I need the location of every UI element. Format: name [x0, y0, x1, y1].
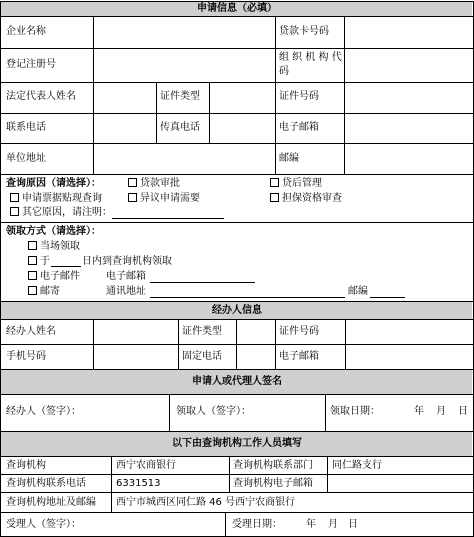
id-type-label: 证件类型 [160, 91, 200, 102]
institution-phone-value: 6331513 [116, 478, 161, 489]
receive-date-label: 领取日期： [330, 406, 380, 417]
reason-dispute[interactable]: 异议申请需要 [128, 193, 200, 205]
dept-label: 查询机构联系部门 [233, 460, 313, 471]
legal-rep-name-label: 法定代表人姓名 [6, 91, 76, 102]
id-number-label: 证件号码 [279, 91, 319, 102]
fax-field[interactable] [210, 114, 274, 143]
address-label: 单位地址 [6, 153, 46, 164]
accept-date-label: 受理日期： [232, 519, 282, 530]
institution-address-label: 查询机构地址及邮编 [6, 497, 96, 508]
institution-email-label: 查询机构电子邮箱 [233, 478, 313, 489]
email-field[interactable] [345, 114, 472, 143]
collect-within-days[interactable]: 于 [28, 256, 50, 268]
checkbox-icon [28, 256, 37, 265]
agent-name-label: 经办人姓名 [6, 326, 56, 337]
agent-mobile-label: 手机号码 [6, 351, 46, 362]
org-code-label-line2: 码 [279, 66, 289, 77]
agent-landline-field[interactable] [237, 345, 274, 369]
query-reason-label: 查询原因（请选择）： [6, 178, 101, 189]
receiver-signature-field[interactable] [262, 395, 324, 431]
checkbox-icon [128, 178, 137, 187]
reason-bill-discount[interactable]: 申请票据贴现查询 [10, 193, 102, 205]
checkbox-icon [10, 207, 19, 216]
org-code-field[interactable] [345, 49, 472, 82]
receive-date-day: 日 [458, 406, 468, 417]
institution-address-value: 西宁市城西区同仁路 46 号西宁农商银行 [116, 497, 296, 508]
within-days-suffix: 日内到查询机构领取 [82, 256, 172, 267]
collect-email-underline[interactable] [150, 282, 255, 283]
collection-method-label: 领取方式（请选择）： [6, 226, 101, 237]
id-number-field[interactable] [345, 83, 472, 113]
receive-date-year: 年 [414, 406, 424, 417]
id-type-field[interactable] [210, 83, 274, 113]
mail-postcode-label: 邮编 [348, 286, 368, 297]
agent-name-field[interactable] [94, 320, 177, 344]
days-underline[interactable] [51, 266, 81, 267]
signature-section-title: 申请人或代理人签名 [192, 376, 282, 387]
checkbox-icon [28, 241, 37, 250]
agent-mobile-field[interactable] [94, 345, 177, 369]
mail-postcode-underline[interactable] [370, 297, 405, 298]
agent-id-type-label: 证件类型 [182, 326, 222, 337]
institution-value: 西宁农商银行 [116, 460, 176, 471]
registration-number-field[interactable] [94, 49, 274, 82]
checkbox-icon [28, 286, 37, 295]
collect-mail[interactable]: 邮寄 [28, 286, 60, 298]
checkbox-icon [28, 271, 37, 280]
receive-date-month: 月 [436, 406, 446, 417]
agent-id-number-field[interactable] [346, 320, 472, 344]
accept-date-year: 年 [306, 519, 316, 530]
receiver-signature-label: 领取人（签字）： [176, 406, 251, 417]
reason-other-underline[interactable] [112, 218, 224, 219]
accept-date-day: 日 [348, 519, 358, 530]
legal-rep-name-field[interactable] [94, 83, 155, 113]
agent-email-label: 电子邮箱 [279, 351, 319, 362]
accept-date-month: 月 [328, 519, 338, 530]
org-code-label-line1: 组 织 机 构 代 [279, 52, 342, 63]
checkbox-icon [270, 178, 279, 187]
collect-email-field-label: 电子邮箱 [106, 271, 146, 282]
loan-card-number-label: 贷款卡号码 [279, 26, 329, 37]
company-name-field[interactable] [94, 17, 274, 48]
collect-onsite[interactable]: 当场领取 [28, 241, 80, 253]
loan-card-number-field[interactable] [345, 17, 472, 48]
agent-signature-label: 经办人（签字）： [6, 406, 81, 417]
agent-signature-field[interactable] [90, 395, 168, 431]
institution-phone-label: 查询机构联系电话 [6, 478, 86, 489]
checkbox-icon [128, 193, 137, 202]
reason-other[interactable]: 其它原因，请注明： [10, 207, 112, 219]
acceptor-signature-label: 受理人（签字）： [6, 519, 81, 530]
reason-loan-approval[interactable]: 贷款审批 [128, 178, 180, 190]
agent-section-title: 经办人信息 [212, 305, 262, 316]
reason-guarantee[interactable]: 担保资格审查 [270, 193, 342, 205]
mail-address-underline[interactable] [150, 297, 345, 298]
checkbox-icon [270, 193, 279, 202]
institution-label: 查询机构 [6, 460, 46, 471]
institution-email-field[interactable] [328, 475, 472, 492]
reason-post-loan[interactable]: 贷后管理 [270, 178, 322, 190]
postcode-field[interactable] [345, 144, 472, 174]
registration-number-label: 登记注册号 [6, 59, 56, 70]
agent-email-field[interactable] [346, 345, 472, 369]
agent-id-number-label: 证件号码 [279, 326, 319, 337]
mail-address-label: 通讯地址 [106, 286, 146, 297]
address-field[interactable] [94, 144, 274, 174]
collect-email[interactable]: 电子邮件 [28, 271, 80, 283]
applicant-section-title: 申请信息（必填） [197, 3, 277, 14]
email-label: 电子邮箱 [279, 122, 319, 133]
postcode-label: 邮编 [279, 153, 299, 164]
dept-value: 同仁路支行 [332, 460, 382, 471]
checkbox-icon [10, 193, 19, 202]
agent-id-type-field[interactable] [237, 320, 274, 344]
acceptor-signature-field[interactable] [90, 513, 224, 536]
fax-label: 传真电话 [160, 122, 200, 133]
agent-landline-label: 固定电话 [182, 351, 222, 362]
company-name-label: 企业名称 [6, 26, 46, 37]
staff-section-title: 以下由查询机构工作人员填写 [172, 438, 302, 449]
phone-field[interactable] [94, 114, 155, 143]
phone-label: 联系电话 [6, 122, 46, 133]
